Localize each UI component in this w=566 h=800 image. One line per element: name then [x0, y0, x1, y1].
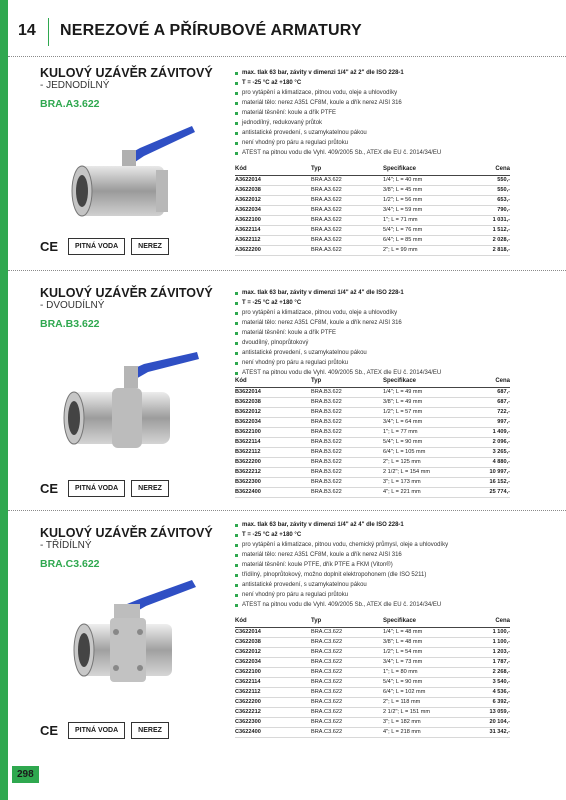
feature-item: materiál tělo: nerez A351 CF8M, koule a dřík nerez AISI 316: [235, 98, 525, 108]
cell-typ: BRA.B3.622: [311, 467, 383, 477]
footer-page-number: 298: [12, 766, 39, 783]
col-header-kod: Kód: [235, 164, 311, 175]
feature-list: [235, 288, 525, 378]
feature-item: materiál tělo: nerez A351 CF8M, koule a dřík nerez AISI 316: [235, 318, 525, 328]
table-header-row: [235, 376, 510, 387]
table-row: [235, 717, 510, 727]
col-header-typ: Typ: [311, 164, 383, 175]
table-row: [235, 647, 510, 657]
cell-kod: C3622112: [235, 687, 311, 697]
cell-cena: 997,-: [463, 417, 510, 427]
cell-typ: BRA.A3.622: [311, 245, 383, 255]
cell-spec: 2 1/2"; L = 154 mm: [383, 467, 463, 477]
cell-cena: 2 096,-: [463, 437, 510, 447]
cell-kod: B3622034: [235, 417, 311, 427]
feature-item: T = -25 °C až +180 °C: [235, 530, 525, 540]
page-title: NEREZOVÉ A PŘÍRUBOVÉ ARMATURY: [60, 22, 362, 39]
product-section-dvoudilny: [8, 286, 566, 506]
cell-spec: 5/4"; L = 90 mm: [383, 677, 463, 687]
cell-cena: 2 268,-: [463, 667, 510, 677]
cell-spec: 1"; L = 77 mm: [383, 427, 463, 437]
cell-cena: 1 031,-: [463, 215, 510, 225]
cell-spec: 3/4"; L = 73 mm: [383, 657, 463, 667]
product-code: BRA.C3.622: [40, 558, 100, 570]
cell-spec: 1/2"; L = 54 mm: [383, 647, 463, 657]
feature-item: T = -25 °C až +180 °C: [235, 298, 525, 308]
cell-spec: 1/4"; L = 49 mm: [383, 387, 463, 397]
cell-typ: BRA.A3.622: [311, 175, 383, 185]
cell-kod: C3622012: [235, 647, 311, 657]
cell-kod: C3622034: [235, 657, 311, 667]
feature-item: ATEST na pitnou vodu dle Vyhl. 409/2005 Sb., ATEX dle EU č. 2014/34/EU: [235, 600, 525, 610]
product-subtitle: - TŘÍDÍLNÝ: [40, 540, 92, 551]
table-row: [235, 657, 510, 667]
section-separator: [8, 56, 566, 57]
feature-item: pro vytápění a klimatizace, pitnou vodu, chemický průmysl, oleje a uhlovodíky: [235, 540, 525, 550]
cell-typ: BRA.B3.622: [311, 427, 383, 437]
feature-item: max. tlak 63 bar, závity v dimenzi 1/4" až 4" dle ISO 228-1: [235, 520, 525, 530]
cell-typ: BRA.C3.622: [311, 677, 383, 687]
feature-item: ATEST na pitnou vodu dle Vyhl. 409/2005 Sb., ATEX dle EU č. 2014/34/EU: [235, 148, 525, 158]
cell-typ: BRA.C3.622: [311, 647, 383, 657]
cell-typ: BRA.C3.622: [311, 687, 383, 697]
cell-spec: 4"; L = 221 mm: [383, 487, 463, 497]
table-row: [235, 447, 510, 457]
cell-cena: 31 342,-: [463, 727, 510, 737]
valve-image-tridilny: [52, 578, 202, 698]
cell-spec: 3/8"; L = 48 mm: [383, 637, 463, 647]
col-header-kod: Kód: [235, 376, 311, 387]
table-row: [235, 667, 510, 677]
cell-cena: 722,-: [463, 407, 510, 417]
cell-cena: 20 104,-: [463, 717, 510, 727]
cell-typ: BRA.C3.622: [311, 637, 383, 647]
cell-cena: 2 818,-: [463, 245, 510, 255]
feature-item: materiál těsnění: koule PTFE, dřík PTFE a FKM (Viton®): [235, 560, 525, 570]
cell-cena: 4 880,-: [463, 457, 510, 467]
cell-spec: 2"; L = 118 mm: [383, 697, 463, 707]
cell-kod: B3622014: [235, 387, 311, 397]
feature-item: třídílný, plnoprůtokový, možno doplnit elektropohonem (dle ISO 5211): [235, 570, 525, 580]
cell-spec: 1/4"; L = 48 mm: [383, 627, 463, 637]
feature-item: dvoudílný, plnoprůtokový: [235, 338, 525, 348]
table-row: [235, 437, 510, 447]
cell-spec: 6/4"; L = 85 mm: [383, 235, 463, 245]
table-row: [235, 175, 510, 185]
cell-cena: 687,-: [463, 397, 510, 407]
cell-spec: 1"; L = 80 mm: [383, 667, 463, 677]
cell-typ: BRA.B3.622: [311, 487, 383, 497]
col-header-cena: Cena: [463, 164, 510, 175]
cell-cena: 1 512,-: [463, 225, 510, 235]
col-header-spec: Specifikace: [383, 616, 463, 627]
feature-item: antistatické provedení, s uzamykatelnou pákou: [235, 128, 525, 138]
table-row: [235, 245, 510, 255]
table-row: [235, 235, 510, 245]
cell-cena: 6 392,-: [463, 697, 510, 707]
table-row: [235, 225, 510, 235]
header-divider: [48, 18, 49, 46]
cell-kod: A3622112: [235, 235, 311, 245]
table-row: [235, 477, 510, 487]
badge-pitna-voda: PITNÁ VODA: [68, 238, 125, 255]
cell-typ: BRA.B3.622: [311, 447, 383, 457]
cell-cena: 1 409,-: [463, 427, 510, 437]
cell-typ: BRA.A3.622: [311, 185, 383, 195]
cell-kod: C3622400: [235, 727, 311, 737]
cell-spec: 2 1/2"; L = 151 mm: [383, 707, 463, 717]
cell-kod: B3622112: [235, 447, 311, 457]
product-title: KULOVÝ UZÁVĚR ZÁVITOVÝ: [40, 526, 213, 540]
cell-spec: 3/4"; L = 64 mm: [383, 417, 463, 427]
cell-spec: 5/4"; L = 90 mm: [383, 437, 463, 447]
section-separator: [8, 510, 566, 511]
cell-typ: BRA.B3.622: [311, 397, 383, 407]
cell-typ: BRA.C3.622: [311, 627, 383, 637]
cell-spec: 5/4"; L = 76 mm: [383, 225, 463, 235]
feature-item: materiál tělo: nerez A351 CF8M, koule a dřík nerez AISI 316: [235, 550, 525, 560]
cell-kod: B3622400: [235, 487, 311, 497]
col-header-typ: Typ: [311, 376, 383, 387]
product-code: BRA.A3.622: [40, 98, 100, 110]
ce-mark: CE: [40, 239, 59, 254]
cell-kod: A3622100: [235, 215, 311, 225]
table-row: [235, 205, 510, 215]
cell-kod: A3622038: [235, 185, 311, 195]
cell-typ: BRA.C3.622: [311, 727, 383, 737]
valve-image-jednodilny: [52, 118, 202, 238]
table-row: [235, 467, 510, 477]
cell-typ: BRA.C3.622: [311, 667, 383, 677]
cell-typ: BRA.B3.622: [311, 477, 383, 487]
cell-cena: 3 540,-: [463, 677, 510, 687]
cell-cena: 550,-: [463, 175, 510, 185]
cell-typ: BRA.A3.622: [311, 195, 383, 205]
badge-nerez: NEREZ: [131, 480, 169, 497]
col-header-spec: Specifikace: [383, 376, 463, 387]
feature-list: [235, 520, 525, 610]
cell-typ: BRA.A3.622: [311, 235, 383, 245]
col-header-spec: Specifikace: [383, 164, 463, 175]
ce-mark: CE: [40, 723, 59, 738]
feature-item: max. tlak 63 bar, závity v dimenzi 1/4" až 4" dle ISO 228-1: [235, 288, 525, 298]
table-row: [235, 195, 510, 205]
feature-item: materiál těsnění: koule a dřík PTFE: [235, 328, 525, 338]
cell-spec: 1/2"; L = 56 mm: [383, 195, 463, 205]
product-section-jednodilny: [8, 66, 566, 266]
cell-typ: BRA.A3.622: [311, 205, 383, 215]
cell-spec: 6/4"; L = 105 mm: [383, 447, 463, 457]
cell-cena: 1 787,-: [463, 657, 510, 667]
badge-pitna-voda: PITNÁ VODA: [68, 722, 125, 739]
ce-mark: CE: [40, 481, 59, 496]
col-header-kod: Kód: [235, 616, 311, 627]
product-section-tridilny: [8, 522, 566, 766]
cell-cena: 1 100,-: [463, 637, 510, 647]
cell-kod: B3622300: [235, 477, 311, 487]
cell-kod: A3622200: [235, 245, 311, 255]
table-row: [235, 185, 510, 195]
green-side-bar: [0, 0, 8, 800]
cell-cena: 3 265,-: [463, 447, 510, 457]
cell-cena: 10 997,-: [463, 467, 510, 477]
cell-kod: C3622200: [235, 697, 311, 707]
cell-kod: B3622038: [235, 397, 311, 407]
feature-item: max. tlak 63 bar, závity v dimenzi 1/4" až 2" dle ISO 228-1: [235, 68, 525, 78]
table-row: [235, 457, 510, 467]
table-row: [235, 697, 510, 707]
feature-list: [235, 68, 525, 158]
cell-spec: 3/4"; L = 59 mm: [383, 205, 463, 215]
cell-kod: C3622038: [235, 637, 311, 647]
cell-kod: B3622200: [235, 457, 311, 467]
cell-typ: BRA.B3.622: [311, 387, 383, 397]
cell-kod: B3622212: [235, 467, 311, 477]
table-header-row: [235, 164, 510, 175]
table-row: [235, 727, 510, 737]
cell-typ: BRA.B3.622: [311, 407, 383, 417]
feature-item: materiál těsnění: koule a dřík PTFE: [235, 108, 525, 118]
valve-image-dvoudilny: [52, 342, 202, 462]
cell-typ: BRA.C3.622: [311, 717, 383, 727]
cell-kod: A3622114: [235, 225, 311, 235]
cell-kod: C3622300: [235, 717, 311, 727]
table-row: [235, 487, 510, 497]
cell-cena: 4 536,-: [463, 687, 510, 697]
cell-spec: 3/8"; L = 49 mm: [383, 397, 463, 407]
cell-kod: A3622014: [235, 175, 311, 185]
cell-kod: B3622100: [235, 427, 311, 437]
table-row: [235, 215, 510, 225]
table-row: [235, 677, 510, 687]
cell-cena: 25 774,-: [463, 487, 510, 497]
cell-spec: 3/8"; L = 45 mm: [383, 185, 463, 195]
cell-spec: 1/4"; L = 40 mm: [383, 175, 463, 185]
cell-typ: BRA.A3.622: [311, 215, 383, 225]
feature-item: není vhodný pro páru a regulaci průtoku: [235, 590, 525, 600]
table-row: [235, 627, 510, 637]
cell-kod: C3622114: [235, 677, 311, 687]
cell-spec: 1"; L = 71 mm: [383, 215, 463, 225]
cell-cena: 13 059,-: [463, 707, 510, 717]
table-row: [235, 417, 510, 427]
cell-kod: A3622034: [235, 205, 311, 215]
cell-spec: 4"; L = 218 mm: [383, 727, 463, 737]
col-header-typ: Typ: [311, 616, 383, 627]
cell-kod: B3622012: [235, 407, 311, 417]
table-row: [235, 407, 510, 417]
cell-kod: C3622212: [235, 707, 311, 717]
col-header-cena: Cena: [463, 376, 510, 387]
badge-pitna-voda: PITNÁ VODA: [68, 480, 125, 497]
feature-item: antistatické provedení, s uzamykatelnou pákou: [235, 348, 525, 358]
cell-spec: 2"; L = 125 mm: [383, 457, 463, 467]
table-row: [235, 397, 510, 407]
cell-typ: BRA.C3.622: [311, 697, 383, 707]
feature-item: T = -25 °C až +180 °C: [235, 78, 525, 88]
feature-item: není vhodný pro páru a regulaci průtoku: [235, 358, 525, 368]
badge-row: [40, 480, 169, 497]
price-table: [235, 616, 510, 738]
col-header-cena: Cena: [463, 616, 510, 627]
feature-item: jednodílný, redukovaný průtok: [235, 118, 525, 128]
product-title: KULOVÝ UZÁVĚR ZÁVITOVÝ: [40, 66, 213, 80]
cell-cena: 2 028,-: [463, 235, 510, 245]
cell-kod: C3622014: [235, 627, 311, 637]
badge-nerez: NEREZ: [131, 238, 169, 255]
table-row: [235, 707, 510, 717]
cell-spec: 2"; L = 99 mm: [383, 245, 463, 255]
feature-item: pro vytápění a klimatizace, pitnou vodu, oleje a uhlovodíky: [235, 308, 525, 318]
cell-cena: 1 203,-: [463, 647, 510, 657]
cell-spec: 6/4"; L = 102 mm: [383, 687, 463, 697]
cell-cena: 16 152,-: [463, 477, 510, 487]
cell-cena: 687,-: [463, 387, 510, 397]
cell-cena: 653,-: [463, 195, 510, 205]
product-title: KULOVÝ UZÁVĚR ZÁVITOVÝ: [40, 286, 213, 300]
cell-typ: BRA.C3.622: [311, 707, 383, 717]
feature-item: není vhodný pro páru a regulaci průtoku: [235, 138, 525, 148]
page-header: [8, 18, 566, 46]
chapter-number: 14: [18, 22, 36, 39]
badge-nerez: NEREZ: [131, 722, 169, 739]
cell-typ: BRA.A3.622: [311, 225, 383, 235]
feature-item: pro vytápění a klimatizace, pitnou vodu, oleje a uhlovodíky: [235, 88, 525, 98]
cell-typ: BRA.C3.622: [311, 657, 383, 667]
cell-typ: BRA.B3.622: [311, 437, 383, 447]
price-table: [235, 164, 510, 256]
cell-cena: 1 100,-: [463, 627, 510, 637]
cell-cena: 790,-: [463, 205, 510, 215]
feature-item: ATEST na pitnou vodu dle Vyhl. 409/2005 Sb., ATEX dle EU č. 2014/34/EU: [235, 368, 525, 378]
product-subtitle: - DVOUDÍLNÝ: [40, 300, 105, 311]
cell-cena: 550,-: [463, 185, 510, 195]
table-header-row: [235, 616, 510, 627]
cell-typ: BRA.B3.622: [311, 457, 383, 467]
section-separator: [8, 270, 566, 271]
product-code: BRA.B3.622: [40, 318, 100, 330]
cell-spec: 1/2"; L = 57 mm: [383, 407, 463, 417]
badge-row: [40, 238, 169, 255]
cell-spec: 3"; L = 182 mm: [383, 717, 463, 727]
price-table: [235, 376, 510, 498]
table-row: [235, 427, 510, 437]
feature-item: antistatické provedení, s uzamykatelnou pákou: [235, 580, 525, 590]
table-row: [235, 687, 510, 697]
table-row: [235, 387, 510, 397]
cell-kod: B3622114: [235, 437, 311, 447]
cell-kod: C3622100: [235, 667, 311, 677]
table-row: [235, 637, 510, 647]
cell-typ: BRA.B3.622: [311, 417, 383, 427]
cell-spec: 3"; L = 173 mm: [383, 477, 463, 487]
badge-row: [40, 722, 169, 739]
product-subtitle: - JEDNODÍLNÝ: [40, 80, 110, 91]
cell-kod: A3622012: [235, 195, 311, 205]
